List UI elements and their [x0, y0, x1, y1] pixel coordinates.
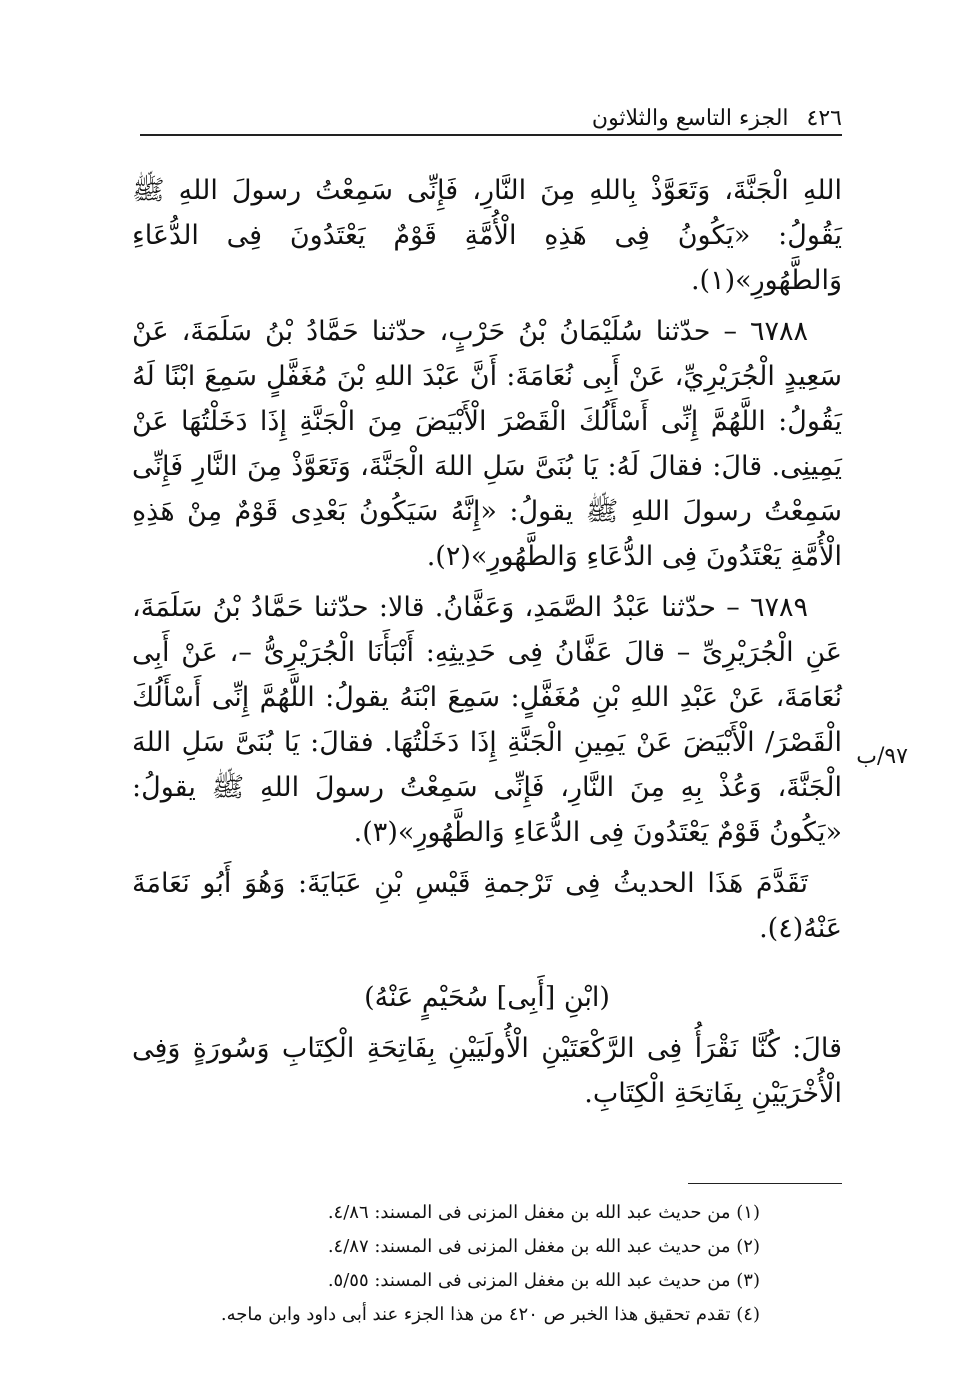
hadith-6789: ٦٧٨٩ – حدّثنا عَبْدُ الصَّمَدِ، وَعَفَّانُ. قالا: حدّثنا حَمَّادُ بْنُ سَلَمَةَ، عَنِ الْجُرَيْرِىِّ – قالَ عَفَّانُ فِى حَدِيثِهِ: أَنْبَأَنَا الْجُرَيْرِىُّ –، عَنْ أَبِى نُعَامَةَ، عَنْ عَبْدِ اللهِ بْنِ مُغَفَّلٍ: سَمِعَ ابْنَهُ يقولُ: اللَّهُمَّ إِنِّى أَسْأَلُكَ الْقَصْرَ/ الْأَبْيَضَ عَنْ يَمِينِ الْجَنَّةِ إِذَا دَخَلْتُهَا. فقالَ: يَا بُنَىَّ سَلِ اللهَ الْجَنَّةَ، وَعُذْ بِهِ مِنَ النَّارِ، فَإِنِّى سَمِعْتُ رسولَ اللهِ ﷺ يقولُ: «يَكُونُ قَوْمٌ يَعْتَدُونَ فِى الدُّعَاءِ وَالطَّهُورِ»(٣). [132, 592, 842, 848]
running-title: الجزء التاسع والثلاثون [591, 106, 789, 131]
hadith-6788: ٦٧٨٨ – حدّثنا سُلَيْمَانُ بْنُ حَرْبٍ، حدّثنا حَمَّادُ بْنُ سَلَمَةَ، عَنْ سَعِيدٍ الْجُرَيْرِيِّ، عَنْ أَبِى نُعَامَةَ: أَنَّ عَبْدَ اللهِ بْنَ مُغَفَّلٍ سَمِعَ ابْنًا لَهُ يَقُولُ: اللَّهُمَّ إِنِّى أَسْأَلُكَ الْقَصْرَ الْأَبْيَضَ مِنَ الْجَنَّةِ إِذَا دَخَلْتُهَا عَنْ يَمِينِى. قالَ: فقالَ لَهُ: يَا بُنَىَّ سَلِ اللهَ الْجَنَّةَ، وَتَعَوَّذْ مِنَ النَّارِ فَإِنِّى سَمِعْتُ رسولَ اللهِ ﷺ يقولُ: «إِنَّهُ سَيَكُونُ بَعْدِى قَوْمٌ مِنْ هَذِهِ الْأُمَّةِ يَعْتَدُونَ فِى الدُّعَاءِ وَالطَّهُورِ»(٢). [132, 316, 842, 572]
footnote-rule [688, 1183, 842, 1184]
manuscript-folio-note: ٩٧/ب [856, 744, 908, 769]
footnote-1: (١) من حديث عبد الله بن مغفل المزنى فى المسند: ٤/٨٦. [327, 1202, 760, 1223]
footnote-4: (٤) تقدم تحقيق هذا الخبر ص ٤٢٠ من هذا الجزء عند أبى داود وابن ماجه. [220, 1304, 760, 1325]
page-number: ٤٢٦ [806, 106, 842, 131]
paragraph-continuation: اللهِ الْجَنَّةَ، وَتَعَوَّذْ بِاللهِ مِنَ النَّارِ، فَإِنِّى سَمِعْتُ رسولَ اللهِ ﷺ يَقُولُ: «يَكُونُ فِى هَذِهِ الْأُمَّةِ قَوْمٌ يَعْتَدُونَ فِى الدُّعَاءِ وَالطَّهُورِ»(١). [132, 175, 842, 296]
page-header [140, 95, 842, 131]
footnote-3: (٣) من حديث عبد الله بن مغفل المزنى فى المسند: ٥/٥٥. [327, 1270, 760, 1291]
footnotes [120, 1196, 760, 1332]
header-rule [140, 134, 842, 136]
section-text: قالَ: كُنَّا نَقْرَأُ فِى الرَّكْعَتَيْنِ الْأُولَيَيْنِ بِفَاتِحَةِ الْكِتَابِ وَسُورَةٍ وَفِى الْأُخْرَيَيْنِ بِفَاتِحَةِ الْكِتَابِ. [132, 1033, 842, 1109]
main-text [132, 168, 842, 1122]
footnote-2: (٢) من حديث عبد الله بن مغفل المزنى فى المسند: ٤/٨٧. [327, 1236, 760, 1257]
section-heading: (ابْنِ [أَبِى] سُحَيْمٍ عَنْهُ) [364, 982, 610, 1013]
cross-reference-note: تَقَدَّمَ هَذَا الحديثُ فِى تَرْجمةِ قَيْسِ بْنِ عَبَايَةَ: وَهُوَ أَبُو نَعَامَةَ عَنْهُ(٤). [132, 868, 842, 944]
